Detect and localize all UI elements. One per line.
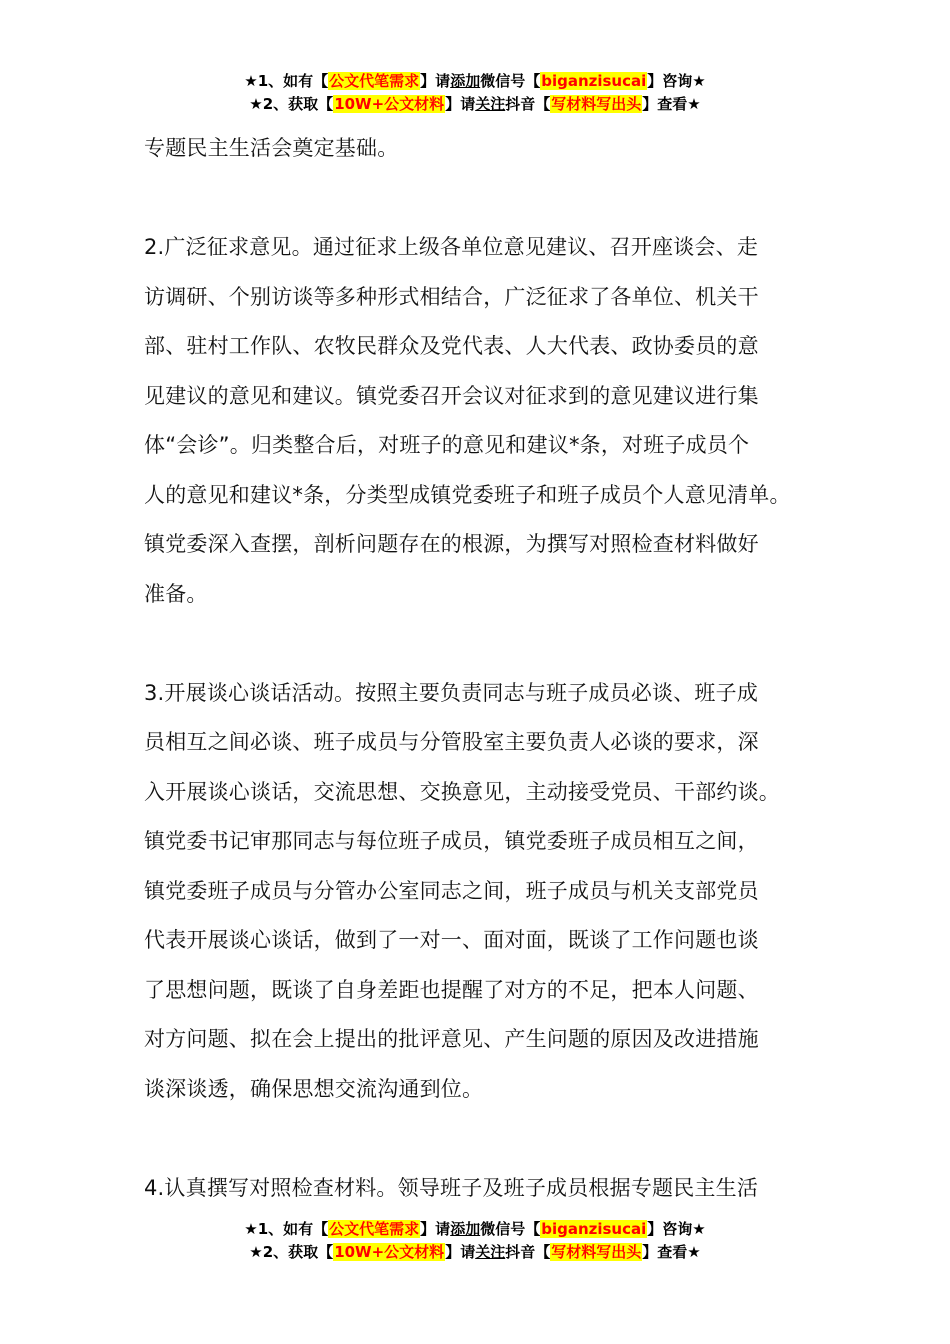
- banner-highlight: 10W+公文材料: [334, 1243, 445, 1261]
- paragraph-line: 人的意见和建议*条，分类型成镇党委班子和班子成员个人意见清单。: [144, 482, 791, 507]
- paragraph-line: 镇党委深入查摆，剖析问题存在的根源，为撰写对照检查材料做好: [144, 532, 759, 556]
- paragraph: [144, 669, 824, 1115]
- paragraph: [144, 223, 824, 619]
- paragraph-line: 谈深谈透，确保思想交流沟通到位。: [144, 1076, 484, 1101]
- paragraph-spacer: [144, 174, 824, 224]
- banner-text: 微信号【: [480, 1220, 541, 1238]
- banner-text: 】请: [445, 1243, 476, 1261]
- banner-underline: 添加: [450, 72, 481, 90]
- paragraph-line: 部、驻村工作队、农牧民群众及党代表、人大代表、政协委员的意: [144, 334, 759, 358]
- banner-text: 抖音【: [505, 95, 551, 113]
- banner-highlight: 10W+公文材料: [334, 95, 445, 113]
- banner-highlight: biganzisucai: [541, 1220, 647, 1238]
- paragraph-line: 镇党委班子成员与分管办公室同志之间，班子成员与机关支部党员: [144, 878, 759, 903]
- paragraph-spacer: [144, 619, 824, 669]
- paragraph-line: 3.开展谈心谈话活动。按照主要负责同志与班子成员必谈、班子成: [144, 680, 759, 705]
- banner-text: 】咨询★: [647, 1220, 706, 1238]
- paragraph-line: 2.广泛征求意见。通过征求上级各单位意见建议、召开座谈会、走: [144, 235, 759, 259]
- paragraph-line: 访调研、个别访谈等多种形式相结合，广泛征求了各单位、机关干: [144, 284, 759, 309]
- paragraph: [144, 1164, 824, 1214]
- paragraph-line: 专题民主生活会奠定基础。: [144, 136, 399, 160]
- banner-highlight: biganzisucai: [541, 72, 647, 90]
- banner-text: 】请: [420, 72, 451, 90]
- paragraph-line: 对方问题、拟在会上提出的批评意见、产生问题的原因及改进措施: [144, 1027, 759, 1051]
- banner-line-1: [0, 1218, 950, 1241]
- banner-underline: 关注: [475, 1243, 506, 1261]
- banner-text: 抖音【: [505, 1243, 551, 1261]
- banner-text: ★1、如有【: [244, 72, 329, 90]
- paragraph-line: 4.认真撰写对照检查材料。领导班子及班子成员根据专题民主生活: [144, 1175, 759, 1200]
- banner-highlight: 写材料写出头: [551, 1243, 642, 1261]
- paragraph-line: 了思想问题，既谈了自身差距也提醒了对方的不足，把本人问题、: [144, 977, 759, 1002]
- footer-banner: [0, 1218, 950, 1264]
- banner-underline: 关注: [475, 95, 506, 113]
- banner-text: 微信号【: [480, 72, 541, 90]
- banner-text: 】查看★: [642, 1243, 701, 1261]
- banner-line-2: [0, 1241, 950, 1264]
- document-body: [144, 124, 824, 1213]
- paragraph-line: 入开展谈心谈话，交流思想、交换意见，主动接受党员、干部约谈。: [144, 779, 780, 804]
- banner-line-2: [0, 93, 950, 116]
- paragraph-line: 员相互之间必谈、班子成员与分管股室主要负责人必谈的要求，深: [144, 730, 759, 754]
- paragraph-line: 准备。: [144, 581, 208, 606]
- paragraph-line: 镇党委书记审那同志与每位班子成员，镇党委班子成员相互之间，: [144, 829, 759, 853]
- banner-text: 】咨询★: [647, 72, 706, 90]
- banner-highlight: 公文代笔需求: [329, 1220, 420, 1238]
- paragraph: [144, 124, 824, 174]
- banner-highlight: 写材料写出头: [551, 95, 642, 113]
- paragraph-spacer: [144, 1114, 824, 1164]
- banner-text: ★2、获取【: [249, 1243, 334, 1261]
- banner-highlight: 公文代笔需求: [329, 72, 420, 90]
- banner-text: 】请: [420, 1220, 451, 1238]
- banner-line-1: [0, 70, 950, 93]
- paragraph-line: 见建议的意见和建议。镇党委召开会议对征求到的意见建议进行集: [144, 383, 759, 408]
- paragraph-line: 体“会诊”。归类整合后，对班子的意见和建议*条，对班子成员个: [144, 433, 750, 457]
- banner-text: 】查看★: [642, 95, 701, 113]
- banner-underline: 添加: [450, 1220, 481, 1238]
- paragraph-line: 代表开展谈心谈话，做到了一对一、面对面，既谈了工作问题也谈: [144, 928, 759, 952]
- banner-text: ★1、如有【: [244, 1220, 329, 1238]
- header-banner: [0, 70, 950, 116]
- banner-text: ★2、获取【: [249, 95, 334, 113]
- banner-text: 】请: [445, 95, 476, 113]
